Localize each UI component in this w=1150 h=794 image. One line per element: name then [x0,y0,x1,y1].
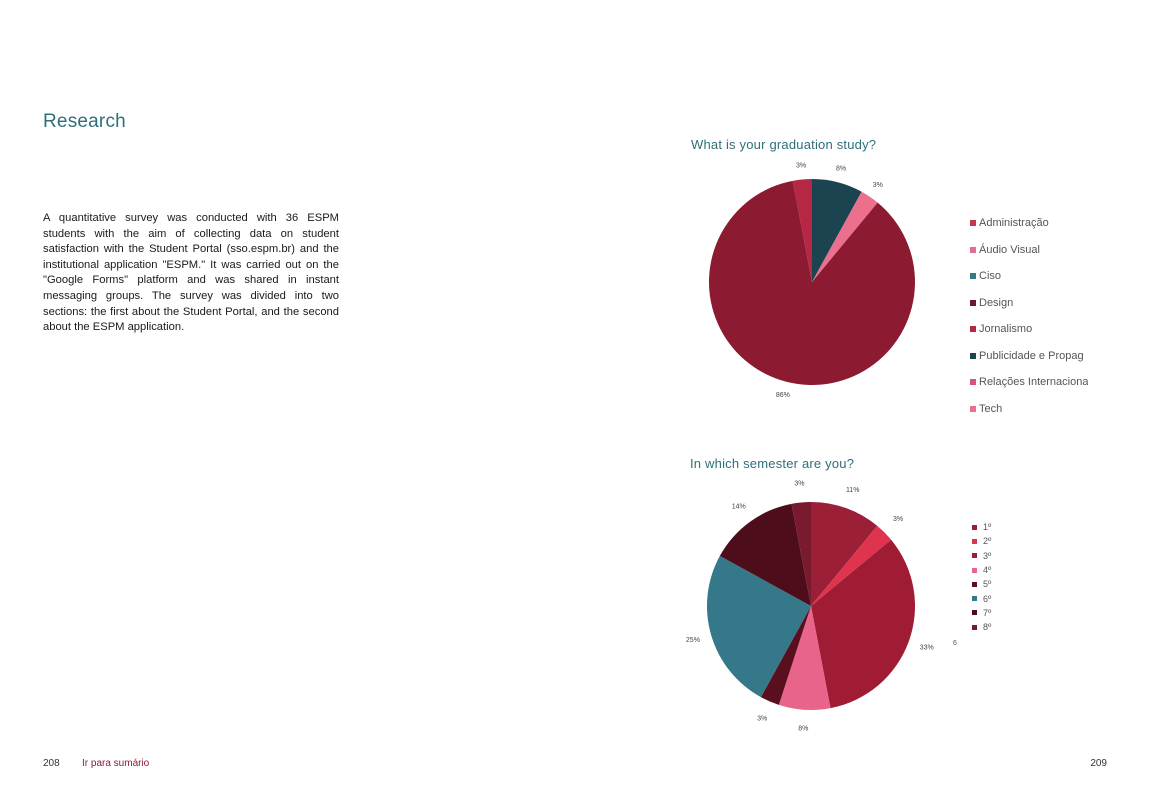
legend-swatch [970,220,976,226]
legend-item [972,591,991,605]
legend-item [970,396,1088,423]
legend-label: Administração [979,217,1049,230]
legend-label: 1º [983,522,992,533]
page-number-left: 208 [43,758,60,769]
legend-item [972,620,991,634]
legend-item [972,549,991,563]
legend-label: 3º [983,550,992,561]
legend-item [972,563,991,577]
stray-mark: 6 [953,640,957,647]
legend-label: 4º [983,565,992,576]
legend-item [972,577,991,591]
legend-swatch [970,300,976,306]
pie-slice-percent-label: 8% [836,165,847,173]
legend-swatch [970,326,976,332]
legend-swatch [970,353,976,359]
pie-slice-percent-label: 3% [795,162,807,170]
legend-swatch [972,610,977,615]
legend-swatch [972,625,977,630]
legend-semester [972,520,991,634]
pie-slice-percent-label: 86% [775,392,790,400]
pie-slice-percent-label: 3% [892,515,904,523]
legend-swatch [970,247,976,253]
legend-label: 8º [983,622,992,633]
legend-swatch [972,596,977,601]
legend-item [970,369,1088,396]
legend-label: Áudio Visual [979,243,1040,256]
pie-slice-percent-label: 33% [919,644,934,652]
pie-slice-percent-label: 3% [872,182,883,190]
legend-label: 2º [983,536,992,547]
page-number-right: 209 [1090,758,1107,769]
legend-swatch [970,379,976,385]
chart-graduation-title: What is your graduation study? [691,137,877,152]
pie-slice-percent-label: 3% [794,480,805,488]
legend-graduation [970,210,1088,422]
section-title: Research [43,111,126,132]
legend-label: 5º [983,579,992,590]
legend-item [970,210,1088,237]
legend-item [970,290,1088,317]
legend-swatch [970,406,976,412]
pie-slice-percent-label: 14% [731,503,746,511]
legend-label: Relações Internaciona [979,376,1088,389]
legend-item [970,237,1088,264]
legend-label: Publicidade e Propag [979,349,1084,362]
pie-slice-percent-label: 25% [685,637,700,645]
legend-item [970,316,1088,343]
legend-item [972,606,991,620]
legend-label: Ciso [979,270,1002,283]
legend-label: 7º [983,607,992,618]
pie-slice-percent-label: 11% [845,487,860,495]
pie-chart-semester [685,480,940,735]
summary-link[interactable]: Ir para sumário [82,758,150,769]
legend-item [972,534,991,548]
legend-item [970,343,1088,370]
legend-label: 6º [983,593,992,604]
pie-slice-percent-label: 8% [798,725,809,733]
legend-label: Jornalismo [979,323,1033,336]
legend-swatch [972,553,977,558]
legend-item [970,263,1088,290]
legend-swatch [972,568,977,573]
legend-label: Design [979,296,1014,309]
legend-swatch [972,539,977,544]
body-paragraph: A quantitative survey was conducted with 36 ESPM students with the aim of collecting data on student satisfaction with the Student Portal (sso.espm.br) and the institutional application "ESPM." It was carried out on the "Google Forms" platform and was shared in instant messaging groups. The survey was divided into two sections: the first about the Student Portal, and the second about the ESPM application. [43,212,339,334]
legend-item [972,520,991,534]
pie-chart-graduation [700,162,940,410]
pie-slice-percent-label: 3% [757,715,768,723]
legend-label: Tech [979,402,1003,415]
chart-semester-title: In which semester are you? [690,456,855,471]
legend-swatch [972,525,977,530]
legend-swatch [970,273,976,279]
legend-swatch [972,582,977,587]
